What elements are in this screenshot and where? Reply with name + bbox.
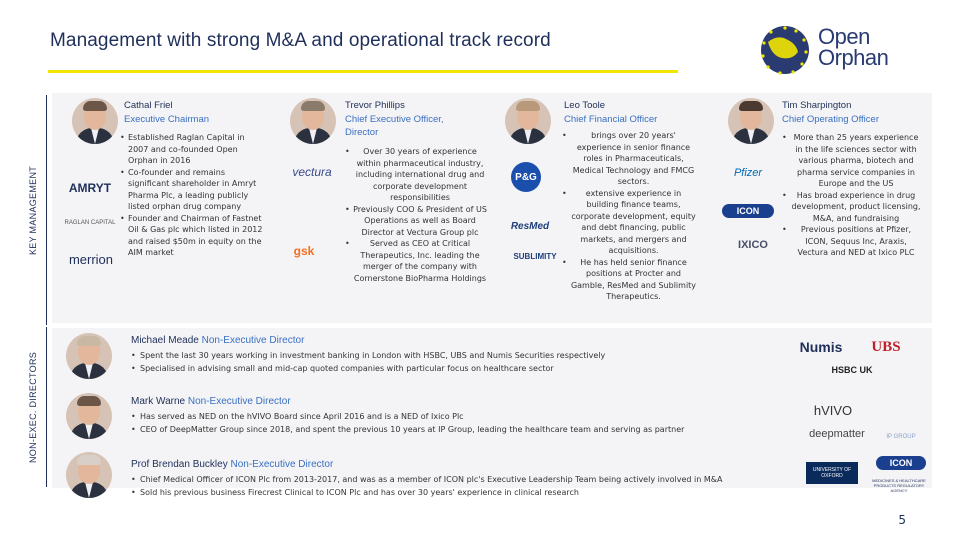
- person-role: Executive Chairman: [124, 114, 210, 125]
- oxford-logo: UNIVERSITY OF OXFORD: [806, 462, 858, 484]
- ned-role: Non-Executive Director: [187, 396, 291, 407]
- mark-warne-photo: [66, 393, 112, 439]
- ned-role: Non-Executive Director: [201, 335, 305, 346]
- page-title: Management with strong M&A and operational track record: [50, 30, 551, 51]
- person-name: Cathal Friel: [124, 100, 173, 111]
- brand-name-line1: Open: [818, 24, 870, 49]
- ned-name-line: [131, 335, 304, 346]
- merrion-logo: merrion: [68, 251, 114, 267]
- ned-name-line: [131, 459, 333, 470]
- ned-name: Prof Brendan Buckley: [131, 459, 228, 470]
- tim-sharpington-photo: [728, 98, 774, 144]
- non-exec-divider: [46, 327, 47, 487]
- person-bullets: [782, 132, 922, 259]
- sublimity-logo: SUBLIMITY: [513, 251, 557, 261]
- raglan-capital-logo: RAGLAN CAPITAL: [64, 220, 116, 226]
- bullet: • Specialised in advising small and mid-cap quoted companies with particular focus on healthcare sector: [131, 363, 771, 376]
- amryt-logo: AMRYT: [68, 181, 112, 195]
- brand-name-line2: Orphan: [818, 45, 889, 70]
- key-management-label: KEY MANAGEMENT: [28, 165, 38, 255]
- bullet: • Has served as NED on the hVIVO Board since April 2016 and is a NED of Ixico Plc: [131, 411, 771, 424]
- bullet: • Sold his previous business Firecrest Clinical to ICON Plc and has over 30 years' experience in clinical research: [131, 487, 771, 500]
- ned-bullets: [131, 411, 771, 436]
- bullet: • He has held senior finance positions at Procter and Gamble, ResMed and Sublimity Therapeutics.: [562, 257, 697, 303]
- person-role: Chief Financial Officer: [564, 114, 658, 125]
- person-role: Chief Executive Officer, Director: [345, 114, 444, 138]
- bullet: • Chief Medical Officer of ICON Plc from 2013-2017, and was as a member of ICON plc's Executive Leadership Team being actively involved in M&A: [131, 474, 771, 487]
- bullet: • Has broad experience in drug development, product licensing, M&A, and fundraising: [782, 190, 922, 225]
- vectura-logo: vectura: [292, 165, 332, 179]
- person-name: Trevor Phillips: [345, 100, 405, 111]
- gsk-logo: gsk: [293, 244, 315, 258]
- bullet: • Over 30 years of experience within pharmaceutical industry, including international drug and corporate development responsibilities: [345, 146, 487, 204]
- title-underline: [48, 70, 678, 73]
- bullet: • Previously COO & President of US Operations as well as Board Director at Vectura Group plc: [345, 204, 487, 239]
- bullet: • Spent the last 30 years working in investment banking in London with HSBC, UBS and Numis Securities respectively: [131, 350, 771, 363]
- bullet: • Previous positions at Pfizer, ICON, Sequus Inc, Araxis, Vectura and NED at Ixico PLC: [782, 224, 922, 259]
- ned-bullets: [131, 474, 771, 499]
- person-bullets: [120, 132, 265, 259]
- trevor-phillips-photo: [290, 98, 336, 144]
- ned-name: Michael Meade: [131, 335, 199, 346]
- ned-bullets: [131, 350, 771, 375]
- non-exec-label: NON-EXEC. DIRECTORS: [28, 351, 38, 463]
- person-bullets: [562, 130, 697, 303]
- bullet: • Founder and Chairman of Fastnet Oil & Gas plc which listed in 2012 and raised $50m in equity on the AIM market: [120, 213, 265, 259]
- icon-logo-ned: ICON: [876, 456, 926, 470]
- key-management-divider: [46, 95, 47, 325]
- ixico-logo: IXICO: [738, 239, 768, 251]
- resmed-logo: ResMed: [510, 220, 550, 232]
- bullet: • More than 25 years experience in the life sciences sector with various pharma, biotech and pharma service companies in Europe and the US: [782, 132, 922, 190]
- leo-toole-photo: [505, 98, 551, 144]
- bullet: • CEO of DeepMatter Group since 2018, and spent the previous 10 years at IP Group, leading the healthcare team and serving as partner: [131, 424, 771, 437]
- pg-logo: P&G: [511, 162, 541, 192]
- brendan-buckley-photo: [66, 452, 112, 498]
- bullet: • Co-founder and remains significant shareholder in Amryt Pharma Plc, a leading publicly listed orphan drug company: [120, 167, 265, 213]
- hvivo-logo: hVIVO: [813, 402, 853, 418]
- ip-group-logo: IP GROUP: [886, 434, 916, 440]
- bullet: • extensive experience in building finance teams, corporate development, equity and debt financing, public markets, and mergers and acquisitions.: [562, 188, 697, 257]
- ubs-logo: UBS: [871, 338, 901, 355]
- bullet: • Served as CEO at Critical Therapeutics, Inc. leading the merger of the company with Cornerstone BioPharma Holdings: [345, 238, 487, 284]
- person-bullets: [345, 146, 487, 284]
- page-number: 5: [898, 513, 906, 527]
- bullet: • Established Raglan Capital in 2007 and co-founded Open Orphan in 2016: [120, 132, 265, 167]
- numis-logo: Numis: [799, 339, 843, 355]
- deepmatter-logo: deepmatter: [809, 428, 865, 440]
- cathal-friel-photo: [72, 98, 118, 144]
- michael-meade-photo: [66, 333, 112, 379]
- pfizer-logo: Pfizer: [733, 167, 763, 179]
- bullet: • brings over 20 years' experience in senior finance roles in Pharmaceuticals, Medical Technology and FMCG sectors.: [562, 130, 697, 188]
- mhra-logo: MEDICINES & HEALTHCARE PRODUCTS REGULATORY AGENCY: [872, 477, 926, 493]
- ned-name-line: [131, 396, 291, 407]
- ned-name: Mark Warne: [131, 396, 186, 407]
- ned-role: Non-Executive Director: [230, 459, 334, 470]
- person-name: Tim Sharpington: [782, 100, 852, 111]
- person-name: Leo Toole: [564, 100, 606, 111]
- person-role: Chief Operating Officer: [782, 114, 879, 125]
- icon-logo: ICON: [722, 204, 774, 218]
- hsbc-logo: HSBC UK: [831, 365, 873, 375]
- brand-name: [818, 26, 888, 68]
